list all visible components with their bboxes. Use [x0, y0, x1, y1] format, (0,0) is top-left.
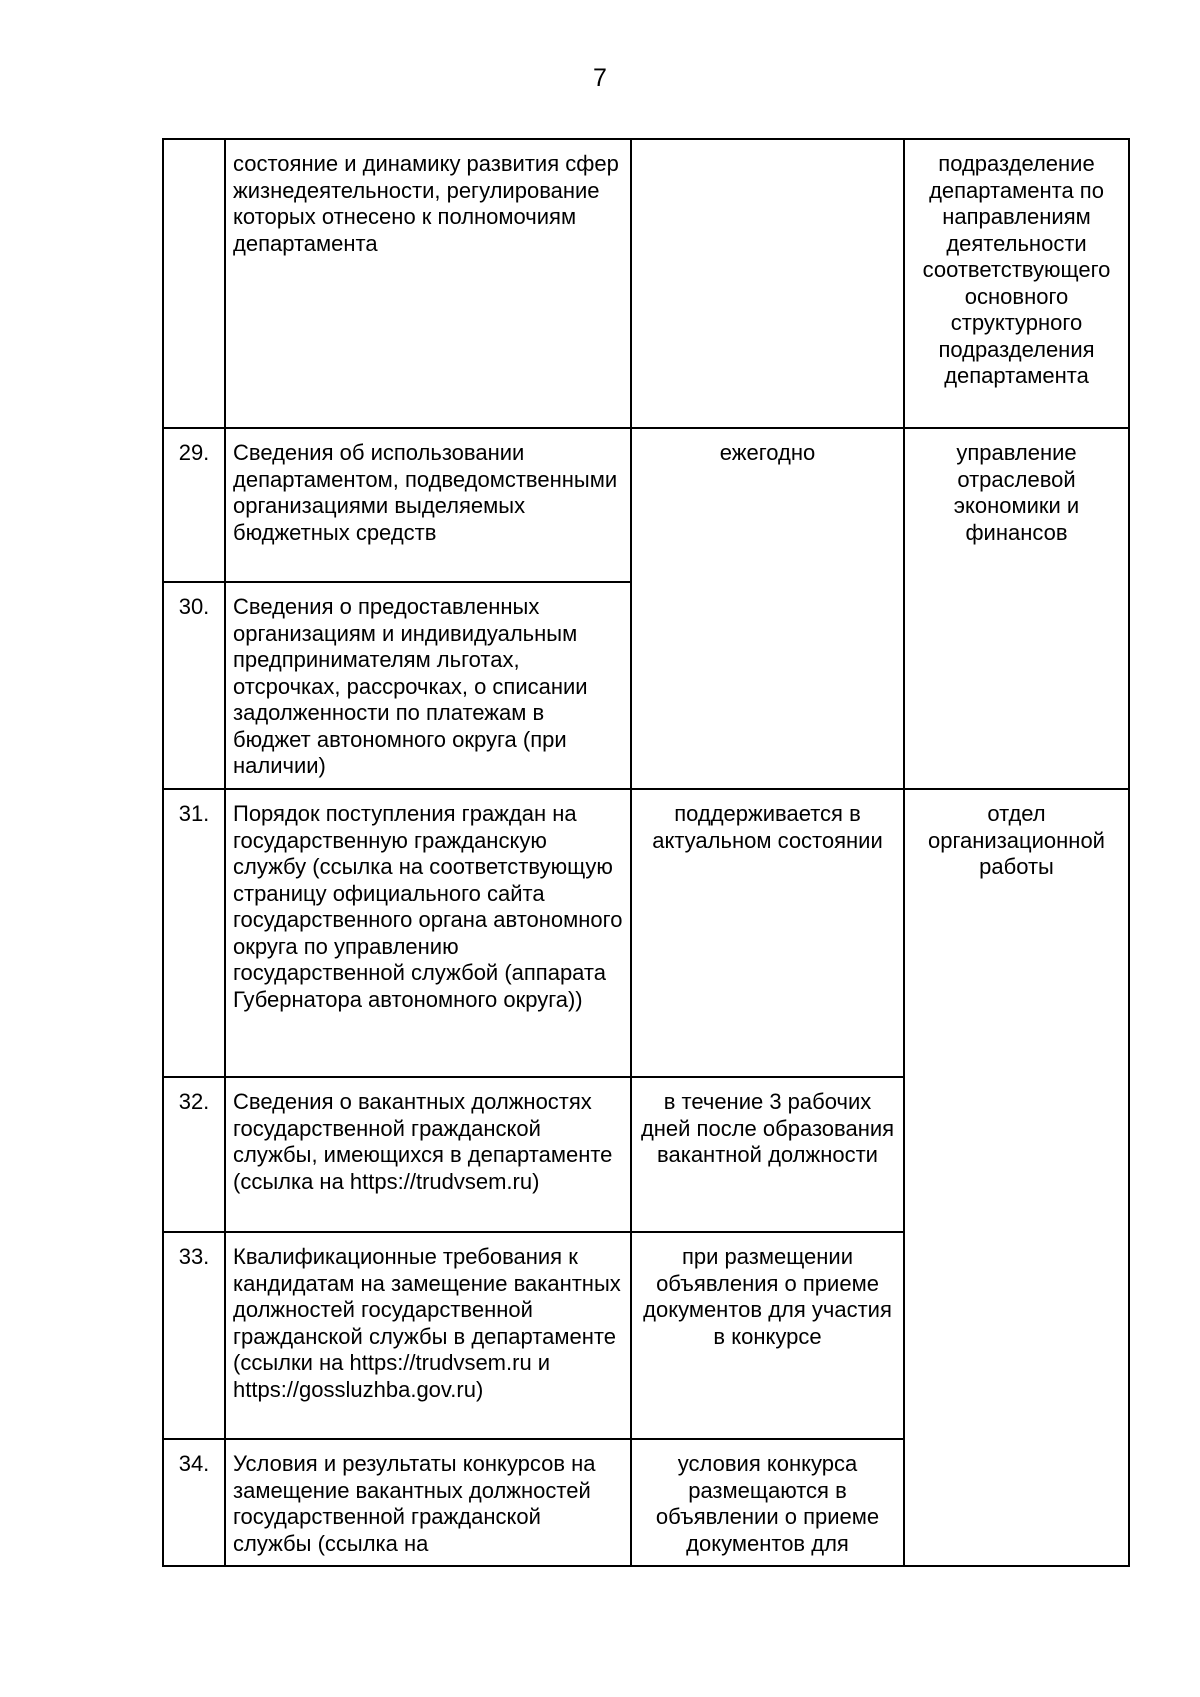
row-responsible: отдел организационной работы — [904, 789, 1129, 1566]
row-number: 33. — [163, 1232, 225, 1439]
row-description: Сведения о вакантных должностях государственной гражданской службы, имеющихся в департаменте (ссылка на https://trudvsem.ru) — [225, 1077, 631, 1232]
row-number — [163, 139, 225, 428]
row-number: 31. — [163, 789, 225, 1077]
row-description: Порядок поступления граждан на государственную гражданскую службу (ссылка на соответствующую страницу официального сайта государственного органа автономного округа по управлению государственной службой (аппарата Губернатора автономного округа)) — [225, 789, 631, 1077]
row-description: Сведения об использовании департаментом, подведомственными организациями выделяемых бюджетных средств — [225, 428, 631, 582]
row-description: Квалификационные требования к кандидатам на замещение вакантных должностей государственной гражданской службы в департаменте (ссылки на https://trudvsem.ru и https://gossluzhba.gov.ru) — [225, 1232, 631, 1439]
page-number: 7 — [593, 64, 607, 92]
row-frequency: ежегодно — [631, 428, 904, 789]
row-description: состояние и динамику развития сфер жизнедеятельности, регулирование которых отнесено к полномочиям департамента — [225, 139, 631, 428]
row-number: 30. — [163, 582, 225, 789]
table-row — [163, 789, 1129, 1077]
info-table — [162, 138, 1130, 1567]
row-number: 29. — [163, 428, 225, 582]
row-frequency: поддерживается в актуальном состоянии — [631, 789, 904, 1077]
table-row — [163, 139, 1129, 428]
row-responsible: подразделение департамента по направлениям деятельности соответствующего основного структурного подразделения департамента — [904, 139, 1129, 428]
row-frequency: условия конкурса размещаются в объявлении о приеме документов для — [631, 1439, 904, 1566]
table-row — [163, 428, 1129, 582]
row-responsible: управление отраслевой экономики и финансов — [904, 428, 1129, 789]
row-frequency — [631, 139, 904, 428]
row-frequency: при размещении объявления о приеме документов для участия в конкурсе — [631, 1232, 904, 1439]
row-description: Условия и результаты конкурсов на замещение вакантных должностей государственной гражданской службы (ссылка на — [225, 1439, 631, 1566]
row-number: 34. — [163, 1439, 225, 1566]
row-description: Сведения о предоставленных организациям и индивидуальным предпринимателям льготах, отсрочках, рассрочках, о списании задолженности по платежам в бюджет автономного округа (при наличии) — [225, 582, 631, 789]
row-number: 32. — [163, 1077, 225, 1232]
row-frequency: в течение 3 рабочих дней после образования вакантной должности — [631, 1077, 904, 1232]
